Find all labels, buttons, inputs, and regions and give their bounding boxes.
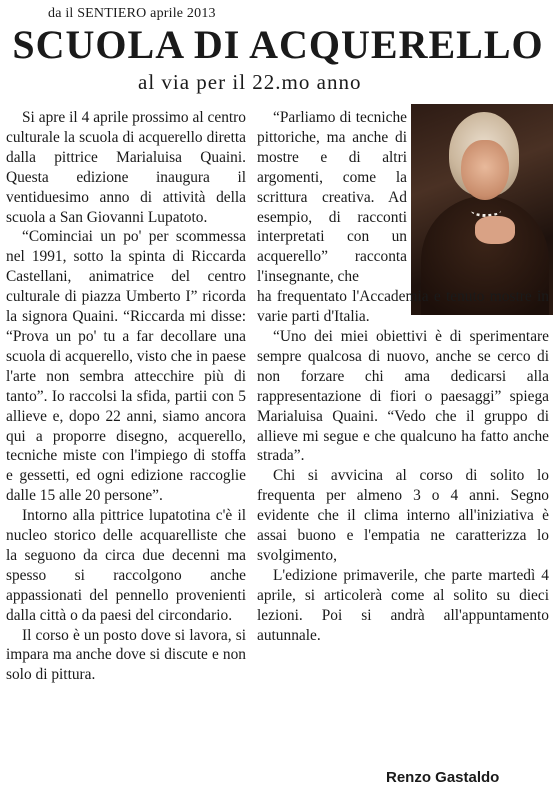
article-left-column [6,108,246,685]
author-byline: Renzo Gastaldo [386,769,500,786]
paragraph-continued: ha frequentato l'Accademia e tenuto mostre in varie parti d'Italia. [257,288,549,326]
paragraph: Il corso è un posto dove si lavora, si impara ma anche dove si discute e non solo di pittura. [6,626,246,684]
paragraph: “Uno dei miei obiettivi è di sperimentare sempre qualcosa di nuovo, anche se cerco di non forzare chi ama dedicarsi alla rappresentazione di fiori o paesaggi” spiega Marialuisa Quaini. “Vedo che il gruppo di allieve mi segue e che qualcuno ha fatto anche strada”. [257,327,549,465]
paragraph: Chi si avvicina al corso di solito lo frequenta per almeno 3 o 4 anni. Segno evidente che il clima interno all'iniziativa è assai buono e l'empatia ne caratterizza lo svolgimento, [257,467,549,564]
paragraph: Intorno alla pittrice lupatotina c'è il nucleo storico delle acquarelliste che la seguono da circa due decenni ma spesso si raccolgono anche appassionati del pennello provenienti dalla città o da paesi del circondario. [6,507,246,624]
paragraph: L'edizione primaverile, che parte martedì 4 aprile, si articolerà come al solito su dieci lezioni. Poi si andrà all'appuntamento autunnale. [257,566,549,644]
paragraph: Si apre il 4 aprile prossimo al centro culturale la scuola di acquerello diretta dalla pittrice Marialuisa Quaini. Questa edizione inaugura il ventiduesimo anno di attività della scuola a San Giovanni Lupatoto. [6,109,246,226]
source-line: da il SENTIERO aprile 2013 [48,6,216,21]
subheadline: al via per il 22.mo anno [138,70,362,94]
paragraph: “Cominciai un po' per scommessa nel 1991, sotto la spinta di Riccarda Castellani, animatrice del centro culturale di piazza Umberto I” ricorda la signora Quaini. “Riccarda mi disse: “Prova un po' tu a far decollare una scuola di acquerello, visto che in paese l'arte non sembra attecchire più di tanto”. Io raccolsi la sfida, partii con 5 allieve e, dopo 22 anni, siamo ancora qui a proporre disegno, acquerello, tecniche miste con l'impiego di stoffa e gessetti, ed ogni edizione raccoglie dalle 15 alle 20 persone”. [6,228,246,505]
article-right-column [257,108,549,645]
headline: SCUOLA DI ACQUERELLO [12,22,544,67]
paragraph: “Parliamo di tecniche pittoriche, ma anche di mostre e di altri argomenti, come la scrittura creativa. Ad esempio, di racconti interpretati con un acquerello” racconta l'insegnante, che [257,109,407,286]
